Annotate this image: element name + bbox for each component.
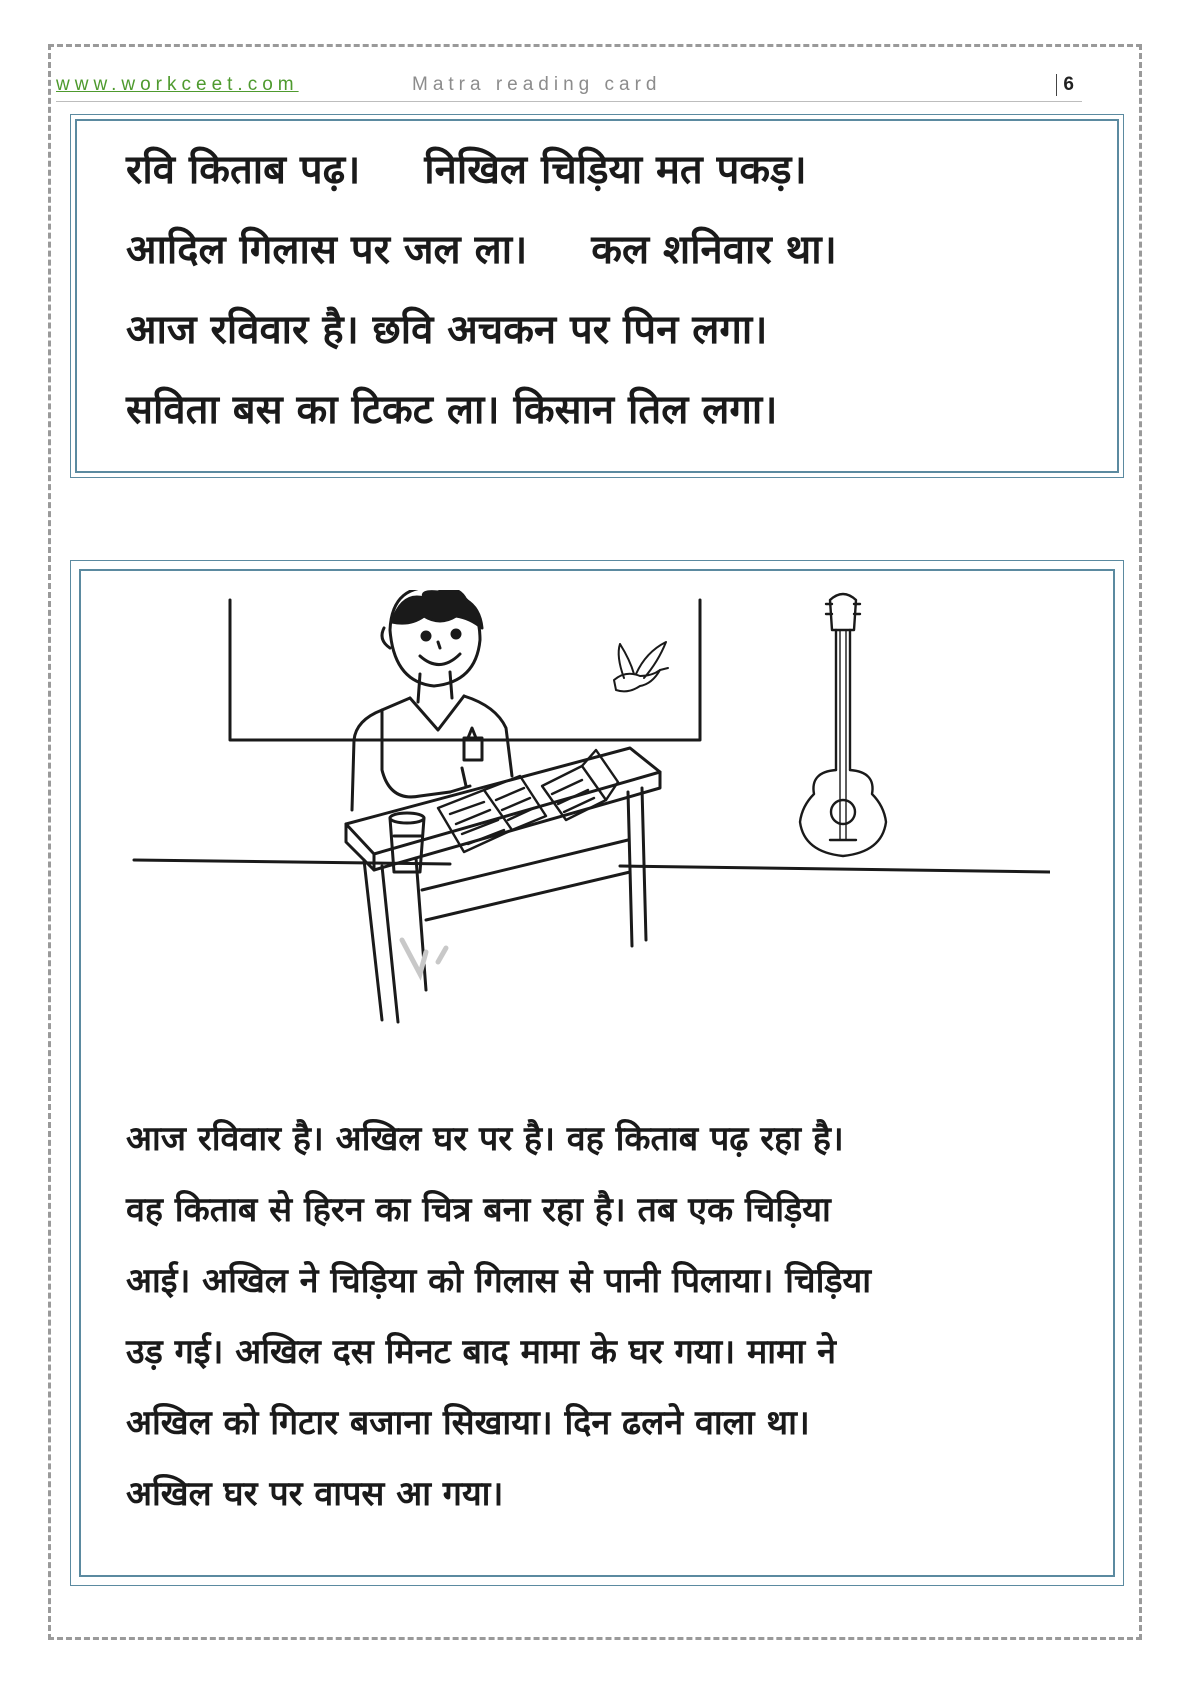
card-title: Matra reading card	[412, 74, 662, 95]
sentence-line-4	[126, 370, 1106, 450]
sentence-list	[126, 130, 1106, 450]
books	[438, 750, 618, 852]
story-paragraph	[126, 1104, 1086, 1530]
page-number: 6	[1056, 74, 1074, 96]
boy	[352, 590, 512, 810]
sentence: रवि किताब पढ़।	[126, 147, 361, 193]
story-line: आज रविवार है। अखिल घर पर है। वह किताब पढ़ रहा है।	[126, 1119, 844, 1159]
sentence-line-2	[126, 210, 1106, 290]
sentence: कल शनिवार था।	[591, 227, 837, 273]
boy-reading-illustration	[120, 590, 1050, 1040]
header	[56, 74, 1082, 102]
sentence: किसान तिल लगा।	[513, 387, 778, 433]
sentence: छवि अचकन पर पिन लगा।	[372, 307, 768, 353]
sentence-line-1	[126, 130, 1106, 210]
window-frame	[230, 600, 700, 740]
sentence: सविता बस का टिकट ला।	[126, 387, 500, 433]
story-line: आई। अखिल ने चिड़िया को गिलास से पानी पिलाया। चिड़िया	[126, 1261, 872, 1301]
header-divider	[56, 101, 1082, 102]
sentence: आदिल गिलास पर जल ला।	[126, 227, 528, 273]
guitar	[800, 594, 886, 856]
story-line: वह किताब से हिरन का चित्र बना रहा है। तब एक चिड़िया	[126, 1190, 831, 1230]
sentence: निखिल चिड़िया मत पकड़।	[424, 147, 807, 193]
website-link[interactable]: www.workceet.com	[56, 74, 299, 95]
sentence-line-3	[126, 290, 1106, 370]
story-line: अखिल घर पर वापस आ गया।	[126, 1474, 504, 1514]
bird	[614, 642, 668, 691]
sentence: आज रविवार है।	[126, 307, 359, 353]
floor-line	[620, 866, 1050, 872]
story-line: उड़ गई। अखिल दस मिनट बाद मामा के घर गया। मामा ने	[126, 1332, 836, 1372]
story-line: अखिल को गिटार बजाना सिखाया। दिन ढलने वाला था।	[126, 1403, 810, 1443]
